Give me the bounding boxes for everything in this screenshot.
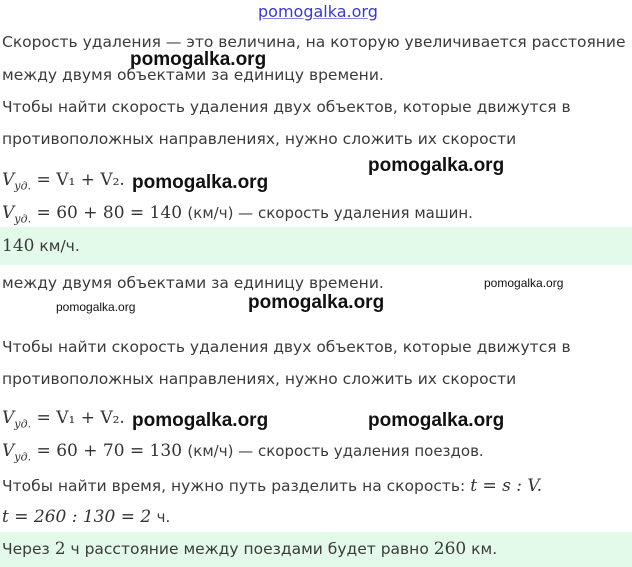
answer-highlight [0,227,632,265]
rule-line-1: Чтобы найти скорость удаления двух объектов, которые движутся в [2,98,571,116]
definition-line-2: между двумя объектами за единицу времени. [2,66,384,84]
trains-calculation: $V_{уд.} = 60 + 70 = 130$ (км/ч) — скорость удаления поездов. [2,441,484,464]
watermark: pomogalka.org [56,300,136,314]
definition-line-1: Скорость удаления — это величина, на которую увеличивается расстояние [2,33,626,51]
answer-cars: 140 км/ч. [2,236,80,256]
time-rule-line: Чтобы найти время, нужно путь разделить на скорость: t = s : V. [2,476,543,496]
definition-line-2-repeat: между двумя объектами за единицу времени. [2,274,384,292]
watermark: pomogalka.org [484,276,564,290]
rule-line-2: противоположных направлениях, нужно сложить их скорости [2,130,517,148]
watermark: pomogalka.org [132,410,269,431]
watermark: pomogalka.org [368,155,505,176]
watermark: pomogalka.org [368,410,505,431]
watermark: pomogalka.org [132,172,269,193]
speed-formula-repeat: $V_{уд.} = V_1 + V_2$. [2,408,125,431]
rule-line-2-repeat: противоположных направлениях, нужно сложить их скорости [2,370,517,388]
speed-formula: $V_{уд.} = V_1 + V_2$. [2,170,125,193]
rule-line-1-repeat: Чтобы найти скорость удаления двух объектов, которые движутся в [2,338,571,356]
watermark: pomogalka.org [130,49,267,70]
final-answer: Через 2 ч расстояние между поездами будет равно 260 км. [2,539,498,559]
watermark: pomogalka.org [248,292,385,313]
site-header-link[interactable]: pomogalka.org [258,2,378,21]
time-calculation: t = 260 : 130 = 2 ч. [2,507,171,527]
cars-calculation: $V_{уд.} = 60 + 80 = 140$ (км/ч) — скорость удаления машин. [2,203,473,226]
